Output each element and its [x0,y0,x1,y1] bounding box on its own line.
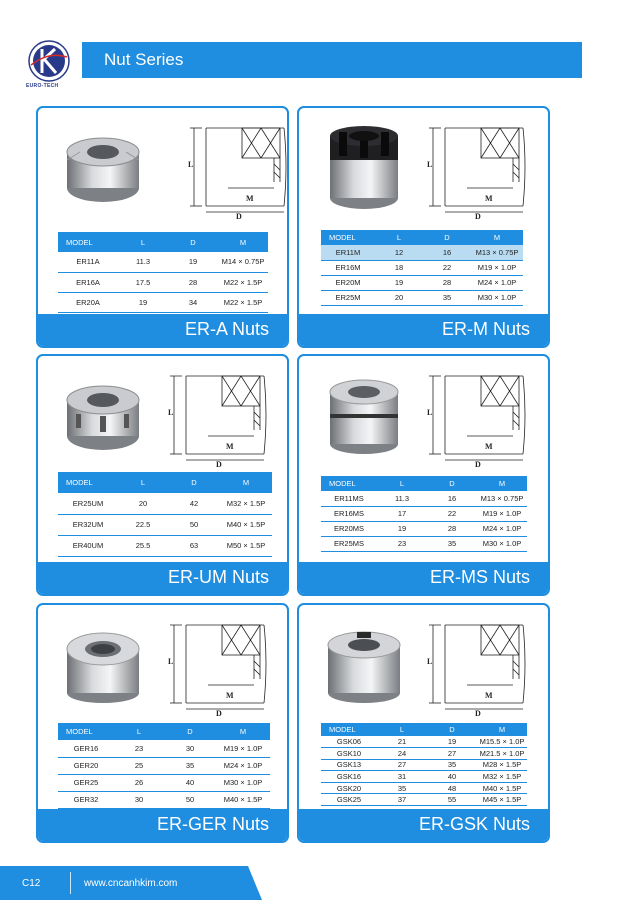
table-cell: GSK20 [321,782,377,794]
drawing-label-m: M [246,194,254,203]
column-header-d: D [168,232,218,252]
table-cell: 40 [427,771,477,783]
column-header-d: D [427,723,477,736]
brand-logo [27,39,71,83]
table-cell: M24 × 1.0P [477,521,527,536]
table-cell: 35 [164,757,216,774]
table-row [58,493,272,514]
card-title: ER-A Nuts [184,319,269,339]
table-cell: 19 [377,521,427,536]
table-cell: 19 [427,736,477,748]
table-cell: GER25 [58,774,114,791]
table-row [321,245,523,260]
column-header-d: D [168,472,220,493]
table-cell: 16 [423,245,471,260]
spec-table [58,232,268,313]
table-cell: 30 [164,740,216,757]
column-header-l: L [114,723,164,740]
table-cell: 22.5 [118,514,168,535]
table-cell: 31 [377,771,427,783]
drawing-label-d: D [475,709,481,718]
table-cell: 27 [377,759,427,771]
table-cell: 22 [423,260,471,275]
table-cell: GSK16 [321,771,377,783]
table-cell: 17.5 [118,272,168,292]
table-row [321,260,523,275]
column-header-model: MODEL [58,723,114,740]
drawing-label-d: D [236,212,242,221]
page-number: C12 [22,878,41,889]
drawing-label-m: M [485,442,493,451]
website-link[interactable]: www.cncanhkim.com [84,878,178,889]
card-footer [38,314,287,346]
footer-divider [70,872,71,894]
table-cell: 27 [427,748,477,760]
table-cell: 34 [168,292,218,312]
technical-drawing [168,370,268,471]
table-cell: 42 [168,493,220,514]
table-cell: 28 [423,275,471,290]
table-row [321,491,527,506]
column-header-model: MODEL [58,472,118,493]
table-row [58,292,268,312]
table-cell: ER25MS [321,536,377,551]
table-cell: ER25UM [58,493,118,514]
table-cell: M40 × 1.5P [216,791,270,808]
table-row [58,774,270,791]
product-card [36,106,289,348]
card-footer [38,809,287,841]
table-row [321,536,527,551]
table-cell: M15.5 × 1.0P [477,736,527,748]
column-header-l: L [377,723,427,736]
table-row [321,290,523,305]
product-card [36,603,289,843]
table-row [58,252,268,272]
table-row [321,794,527,806]
table-cell: 35 [427,759,477,771]
table-cell: GSK13 [321,759,377,771]
table-row [58,757,270,774]
product-card [297,354,550,596]
table-cell: M45 × 1.5P [477,794,527,806]
table-cell: 16 [427,491,477,506]
table-cell: 19 [168,252,218,272]
table-cell: M32 × 1.5P [220,493,272,514]
spec-table [321,230,523,306]
card-footer [299,809,548,841]
product-image [58,370,148,465]
product-image [58,122,148,217]
column-header-m: M [220,472,272,493]
table-cell: 63 [168,535,220,556]
table-header-row [58,472,272,493]
card-footer [299,314,548,346]
spec-table [58,472,272,557]
drawing-label-l: L [427,657,433,666]
drawing-label-m: M [485,194,493,203]
drawing-label-l: L [168,408,174,417]
table-cell: 12 [375,245,423,260]
column-header-d: D [423,230,471,245]
table-cell: M50 × 1.5P [220,535,272,556]
table-cell: GSK10 [321,748,377,760]
table-cell: M28 × 1.5P [477,759,527,771]
table-cell: ER20MS [321,521,377,536]
table-cell: M22 × 1.5P [218,272,268,292]
drawing-label-m: M [226,691,234,700]
page-title: Nut Series [104,50,184,69]
table-cell: 22 [427,506,477,521]
drawing-label-m: M [226,442,234,451]
table-cell: M22 × 1.5P [218,292,268,312]
column-header-m: M [471,230,523,245]
technical-drawing [427,122,527,223]
column-header-m: M [218,232,268,252]
table-cell: M40 × 1.5P [220,514,272,535]
card-title: ER-MS Nuts [429,567,530,587]
technical-drawing [168,619,268,720]
table-cell: 48 [427,782,477,794]
table-cell: ER20A [58,292,118,312]
technical-drawing [427,619,527,720]
column-header-model: MODEL [58,232,118,252]
table-cell: ER16A [58,272,118,292]
table-cell: M24 × 1.0P [216,757,270,774]
table-cell: 25 [114,757,164,774]
table-row [321,771,527,783]
table-cell: 23 [377,536,427,551]
column-header-model: MODEL [321,476,377,491]
column-header-l: L [118,232,168,252]
drawing-label-m: M [485,691,493,700]
spec-table [58,723,270,809]
table-cell: 35 [377,782,427,794]
card-title: ER-UM Nuts [167,567,269,587]
card-title: ER-GSK Nuts [418,814,530,834]
table-cell: GSK06 [321,736,377,748]
table-cell: M19 × 1.0P [477,506,527,521]
table-cell: M21.5 × 1.0P [477,748,527,760]
drawing-label-d: D [216,709,222,718]
card-footer [299,562,548,594]
table-cell: 35 [423,290,471,305]
table-cell: GSK25 [321,794,377,806]
table-cell: 21 [377,736,427,748]
drawing-label-d: D [216,460,222,469]
table-cell: 40 [164,774,216,791]
table-cell: ER32UM [58,514,118,535]
table-cell: 37 [377,794,427,806]
table-row [58,514,272,535]
table-header-row [321,723,527,736]
table-row [321,506,527,521]
table-cell: 23 [114,740,164,757]
table-cell: 24 [377,748,427,760]
table-cell: 55 [427,794,477,806]
table-header-row [321,476,527,491]
table-cell: M19 × 1.0P [216,740,270,757]
table-cell: 11.3 [377,491,427,506]
table-row [58,272,268,292]
table-header-row [58,232,268,252]
table-cell: 30 [114,791,164,808]
drawing-label-d: D [475,212,481,221]
card-title: ER-GER Nuts [156,814,269,834]
table-cell: M24 × 1.0P [471,275,523,290]
column-header-d: D [427,476,477,491]
product-image [319,122,409,219]
table-cell: M32 × 1.5P [477,771,527,783]
table-cell: M14 × 0.75P [218,252,268,272]
column-header-l: L [118,472,168,493]
column-header-m: M [216,723,270,740]
table-cell: ER11M [321,245,375,260]
drawing-label-l: L [188,160,194,169]
table-cell: 35 [427,536,477,551]
table-row [58,791,270,808]
table-cell: M30 × 1.0P [216,774,270,791]
table-cell: ER40UM [58,535,118,556]
column-header-m: M [477,723,527,736]
card-title: ER-M Nuts [441,319,530,339]
product-image [319,370,409,465]
column-header-l: L [377,476,427,491]
table-cell: 20 [375,290,423,305]
table-cell: ER20M [321,275,375,290]
table-cell: 17 [377,506,427,521]
table-cell: ER16M [321,260,375,275]
table-cell: M19 × 1.0P [471,260,523,275]
column-header-d: D [164,723,216,740]
column-header-model: MODEL [321,230,375,245]
column-header-m: M [477,476,527,491]
table-cell: 28 [427,521,477,536]
table-row [321,275,523,290]
column-header-model: MODEL [321,723,377,736]
table-cell: 25.5 [118,535,168,556]
table-row [321,782,527,794]
drawing-label-l: L [168,657,174,666]
table-header-row [58,723,270,740]
technical-drawing [188,122,288,223]
table-cell: 50 [168,514,220,535]
technical-drawing [427,370,527,471]
table-cell: M13 × 0.75P [471,245,523,260]
product-card [297,603,550,843]
table-header-row [321,230,523,245]
card-footer [38,562,287,594]
table-cell: 18 [375,260,423,275]
table-cell: GER20 [58,757,114,774]
table-row [321,748,527,760]
table-cell: 28 [168,272,218,292]
table-row [321,736,527,748]
table-cell: M30 × 1.0P [471,290,523,305]
table-cell: GER32 [58,791,114,808]
table-cell: 19 [375,275,423,290]
table-cell: 20 [118,493,168,514]
product-card [36,354,289,596]
table-cell: M30 × 1.0P [477,536,527,551]
column-header-l: L [375,230,423,245]
product-image [58,619,148,714]
brand-logo-text: EURO-TECH [26,83,59,89]
table-cell: 19 [118,292,168,312]
table-cell: M40 × 1.5P [477,782,527,794]
product-image [319,619,409,714]
table-cell: ER11MS [321,491,377,506]
table-cell: 50 [164,791,216,808]
spec-table [321,476,527,552]
drawing-label-l: L [427,160,433,169]
spec-table [321,723,527,806]
product-card [297,106,550,348]
drawing-label-l: L [427,408,433,417]
table-cell: 11.3 [118,252,168,272]
table-cell: ER25M [321,290,375,305]
table-row [58,535,272,556]
table-cell: GER16 [58,740,114,757]
table-row [321,521,527,536]
table-cell: ER16MS [321,506,377,521]
table-cell: M13 × 0.75P [477,491,527,506]
table-row [321,759,527,771]
header-bar [82,42,582,78]
drawing-label-d: D [475,460,481,469]
table-cell: 26 [114,774,164,791]
table-row [58,740,270,757]
table-cell: ER11A [58,252,118,272]
